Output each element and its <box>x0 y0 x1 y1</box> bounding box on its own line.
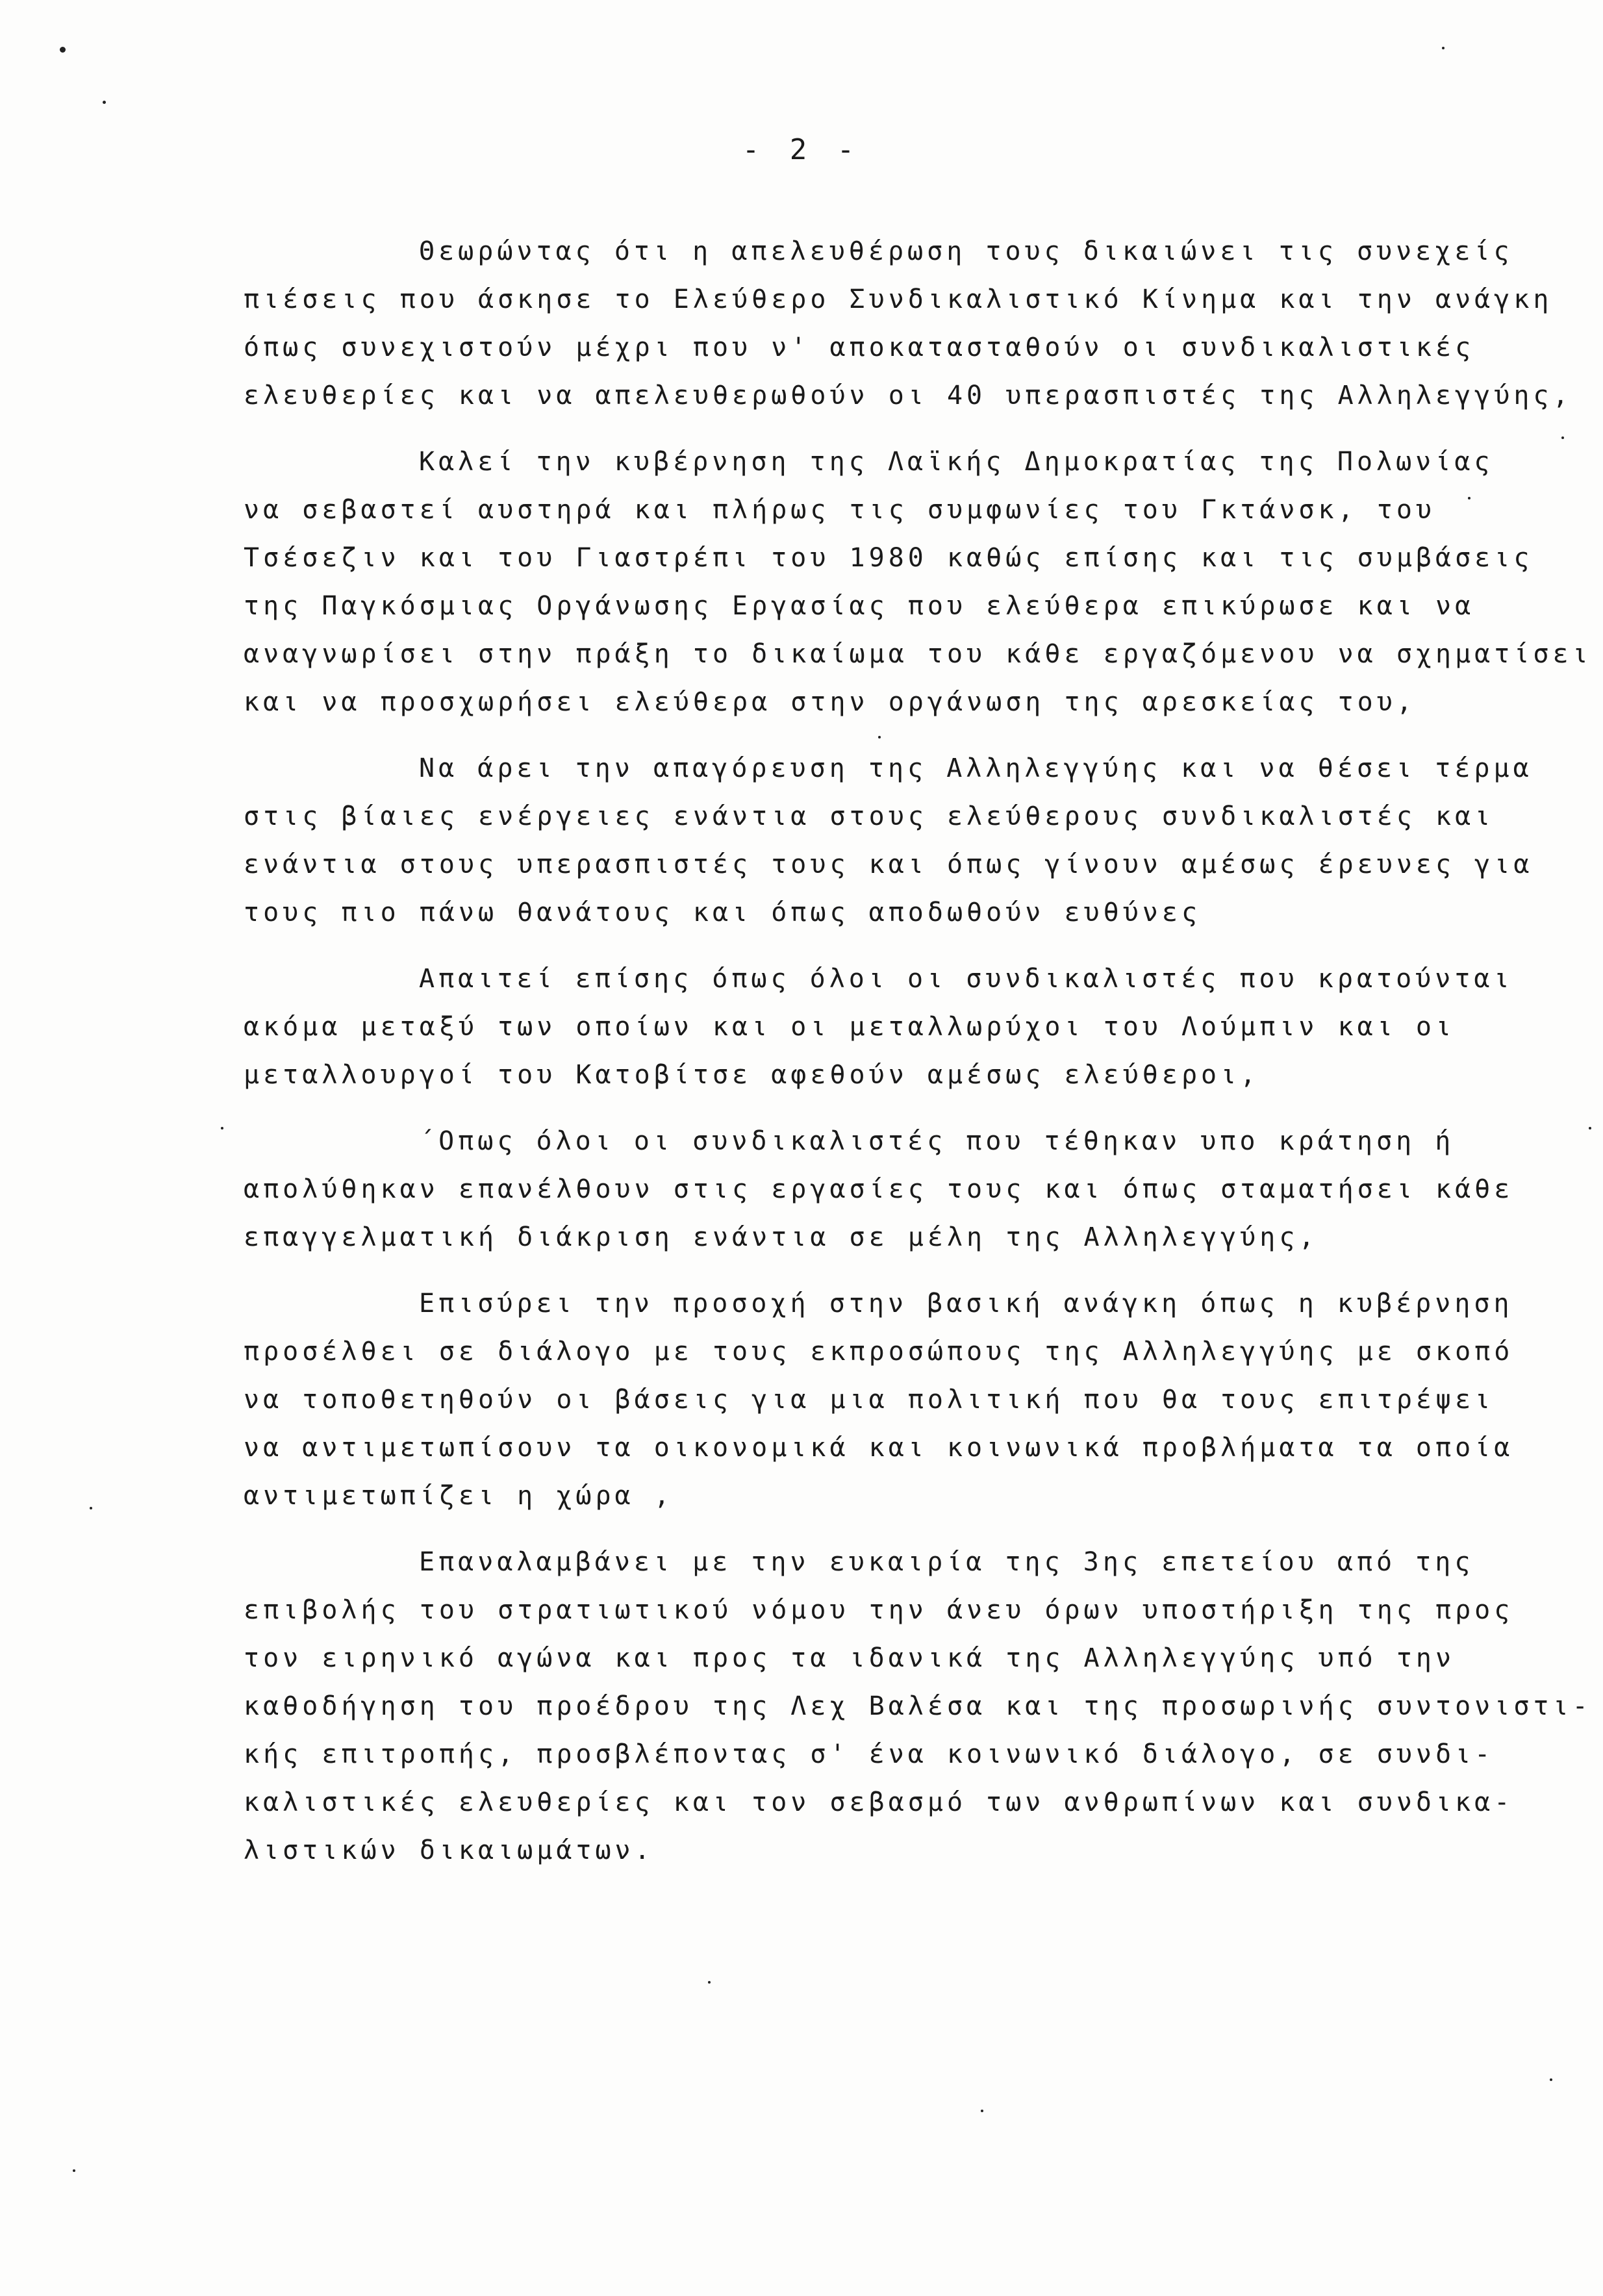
text-line: κής επιτροπής, προσβλέποντας σ' ένα κοινωνικό διάλογο, σε συνδι- <box>244 1739 1495 1769</box>
text-line: λιστικών δικαιωμάτων. <box>244 1836 654 1865</box>
text-line: στις βίαιες ενέργειες ενάντια στους ελεύθερους συνδικαλιστές και <box>244 801 1495 831</box>
scan-speck <box>221 1127 223 1129</box>
text-line: ελευθερίες και να απελευθερωθούν οι 40 υπερασπιστές της Αλληλεγγύης, <box>244 381 1572 410</box>
text-line: καλιστικές ελευθερίες και τον σεβασμό των ανθρωπίνων και συνδικα- <box>244 1787 1514 1817</box>
text-line: και να προσχωρήσει ελεύθερα στην οργάνωση της αρεσκείας του, <box>244 687 1416 717</box>
scan-speck <box>1550 2078 1552 2081</box>
text-line: καθοδήγηση του προέδρου της Λεχ Βαλέσα και της προσωρινής συντονιστι- <box>244 1691 1592 1721</box>
paragraph <box>244 227 1572 420</box>
paragraph <box>244 438 1592 726</box>
paragraph <box>244 1538 1592 1874</box>
text-line: να σεβαστεί αυστηρά και πλήρως τις συμφωνίες του Γκτάνσκ, του <box>244 495 1436 525</box>
text-line: τον ειρηνικό αγώνα και προς τα ιδανικά της Αλληλεγγύης υπό την <box>244 1643 1456 1673</box>
text-line: ακόμα μεταξύ των οποίων και οι μεταλλωρύχοι του Λούμπιν και οι <box>244 1012 1456 1042</box>
text-line: μεταλλουργοί του Κατοβίτσε αφεθούν αμέσως ελεύθεροι, <box>244 1060 1260 1090</box>
text-line: Απαιτεί επίσης όπως όλοι οι συνδικαλιστές που κρατούνται <box>419 964 1513 994</box>
text-line: της Παγκόσμιας Οργάνωσης Εργασίας που ελεύθερα επικύρωσε και να <box>244 591 1475 621</box>
text-line: να αντιμετωπίσουν τα οικονομικά και κοινωνικά προβλήματα τα οποία <box>244 1433 1514 1463</box>
scan-speck <box>1442 47 1445 49</box>
scan-speck <box>103 101 106 104</box>
scan-speck <box>1589 1127 1591 1129</box>
text-line: αναγνωρίσει στην πράξη το δικαίωμα του κάθε εργαζόμενου να σχηματίσει <box>244 639 1592 669</box>
text-line: Τσέσεζιν και του Γιαστρέπι του 1980 καθώς επίσης και τις συμβάσεις <box>244 543 1534 573</box>
scan-speck <box>73 2169 75 2172</box>
text-line: επαγγελματική διάκριση ενάντια σε μέλη της Αλληλεγγύης, <box>244 1222 1319 1252</box>
text-line: να τοποθετηθούν οι βάσεις για μια πολιτική που θα τους επιτρέψει <box>244 1385 1495 1415</box>
paragraph <box>244 1117 1549 1261</box>
text-line: Να άρει την απαγόρευση της Αλληλεγγύης και να θέσει τέρμα <box>419 753 1533 783</box>
text-line: τους πιο πάνω θανάτους και όπως αποδωθούν ευθύνες <box>244 898 1202 927</box>
scan-speck <box>1561 436 1564 439</box>
text-line: Θεωρώντας ότι η απελευθέρωση τους δικαιώνει τις συνεχείς <box>419 236 1513 266</box>
text-line: ΄Οπως όλοι οι συνδικαλιστές που τέθηκαν υπο κράτηση ή <box>419 1126 1455 1156</box>
text-line: Καλεί την κυβέρνηση της Λαϊκής Δημοκρατίας της Πολωνίας <box>419 447 1494 477</box>
paragraph <box>244 744 1549 937</box>
document-body <box>244 227 1592 1893</box>
text-line: επιβολής του στρατιωτικού νόμου την άνευ όρων υποστήριξη της προς <box>244 1595 1514 1625</box>
text-line: Επαναλαμβάνει με την ευκαιρία της 3ης επετείου από της <box>419 1547 1474 1577</box>
text-line: όπως συνεχιστούν μέχρι που ν' αποκατασταθούν οι συνδικαλιστικές <box>244 333 1475 362</box>
text-line: πιέσεις που άσκησε το Ελεύθερο Συνδικαλιστικό Κίνημα και την ανάγκη <box>244 284 1553 314</box>
page-number: - 2 - <box>742 133 861 166</box>
paragraph <box>244 955 1549 1099</box>
text-line: αντιμετωπίζει η χώρα , <box>244 1481 674 1511</box>
scan-speck <box>708 1981 711 1984</box>
text-line: ενάντια στους υπερασπιστές τους και όπως γίνουν αμέσως έρευνες για <box>244 850 1534 879</box>
scan-speck <box>60 47 66 53</box>
scan-speck <box>90 1507 92 1509</box>
paragraph <box>244 1280 1549 1520</box>
text-line: προσέλθει σε διάλογο με τους εκπροσώπους της Αλληλεγγύης με σκοπό <box>244 1337 1514 1367</box>
text-line: Επισύρει την προσοχή στην βασική ανάγκη όπως η κυβέρνηση <box>419 1289 1513 1318</box>
scan-speck <box>981 2110 983 2112</box>
text-line: απολύθηκαν επανέλθουν στις εργασίες τους και όπως σταματήσει κάθε <box>244 1174 1514 1204</box>
